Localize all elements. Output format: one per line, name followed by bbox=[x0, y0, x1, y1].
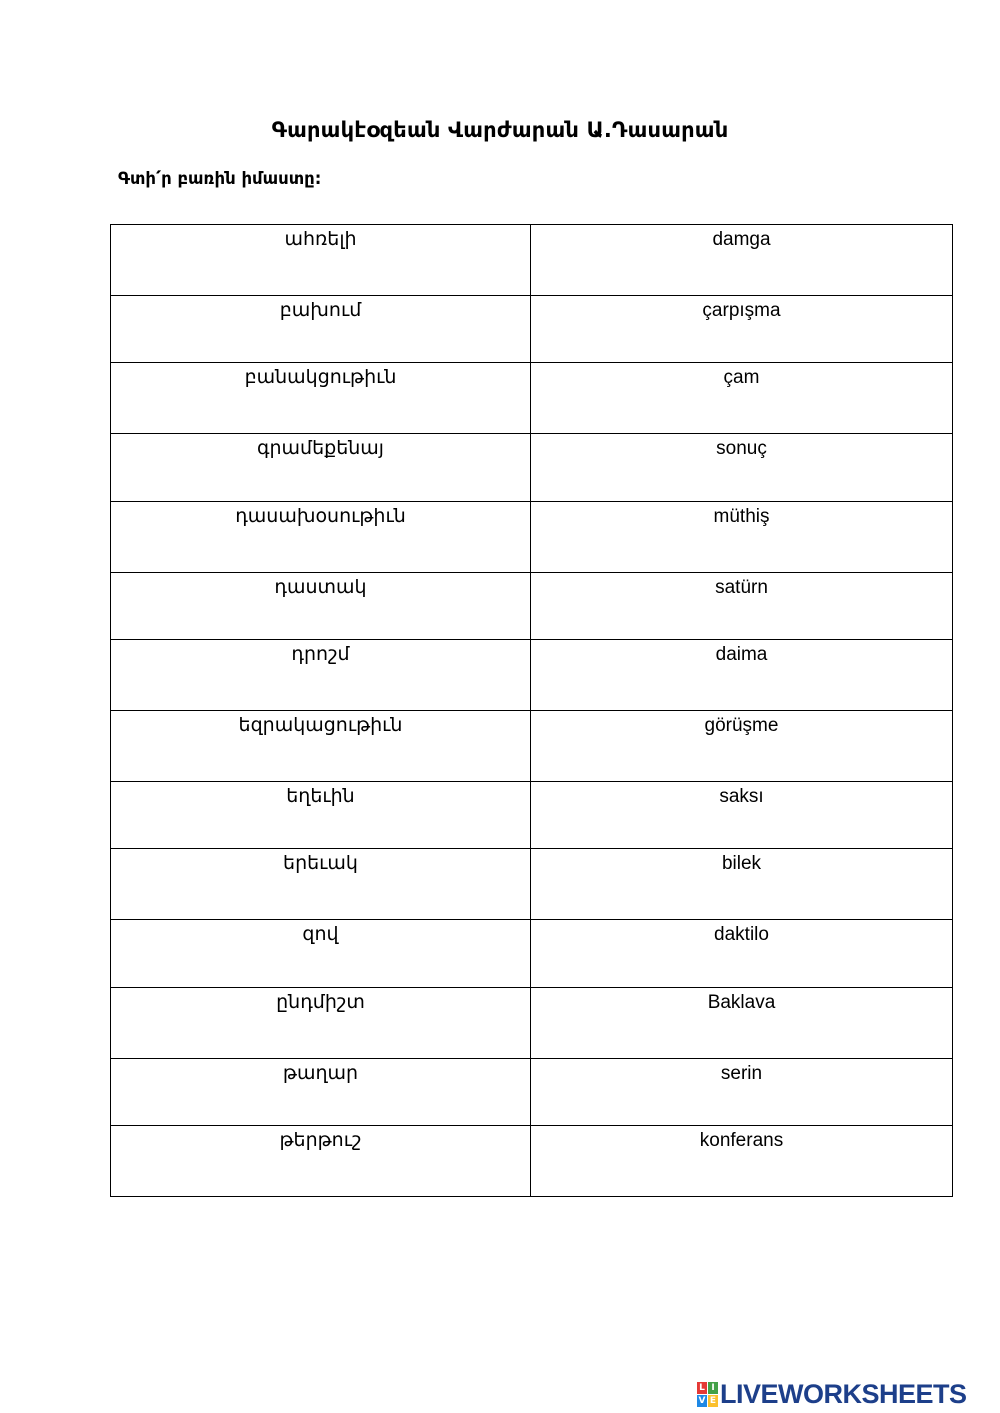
table-row bbox=[111, 782, 953, 849]
table-row bbox=[111, 920, 953, 988]
table-row bbox=[111, 640, 953, 711]
table-row bbox=[111, 1059, 953, 1126]
armenian-word-cell: ընդմիշտ bbox=[111, 988, 531, 1059]
instruction-text: Գտի՛ր բառին իմաստը: bbox=[118, 169, 322, 188]
logo-mark-letter: I bbox=[708, 1382, 718, 1394]
armenian-word-cell: բանակցութիւն bbox=[111, 363, 531, 434]
armenian-word-cell: երեւակ bbox=[111, 849, 531, 920]
armenian-word-cell: դաստակ bbox=[111, 573, 531, 640]
armenian-word-cell: թերթուշ bbox=[111, 1126, 531, 1197]
table-row bbox=[111, 225, 953, 296]
armenian-word-cell: եզրակացութիւն bbox=[111, 711, 531, 782]
logo-mark-icon bbox=[697, 1382, 718, 1407]
table-row bbox=[111, 573, 953, 640]
liveworksheets-logo bbox=[697, 1379, 967, 1409]
turkish-word-cell: daima bbox=[531, 640, 953, 711]
armenian-word-cell: եղեւին bbox=[111, 782, 531, 849]
table-row bbox=[111, 988, 953, 1059]
vocabulary-table-body bbox=[111, 225, 953, 1197]
turkish-word-cell: bilek bbox=[531, 849, 953, 920]
turkish-word-cell: saksı bbox=[531, 782, 953, 849]
table-row bbox=[111, 502, 953, 573]
turkish-word-cell: Baklava bbox=[531, 988, 953, 1059]
table-row bbox=[111, 434, 953, 502]
armenian-word-cell: դասախօսութիւն bbox=[111, 502, 531, 573]
table-row bbox=[111, 711, 953, 782]
turkish-word-cell: damga bbox=[531, 225, 953, 296]
logo-text: LIVEWORKSHEETS bbox=[720, 1378, 967, 1409]
turkish-word-cell: daktilo bbox=[531, 920, 953, 988]
armenian-word-cell: գրամեքենայ bbox=[111, 434, 531, 502]
logo-mark-letter: E bbox=[709, 1395, 717, 1406]
table-row bbox=[111, 363, 953, 434]
armenian-word-cell: թաղար bbox=[111, 1059, 531, 1126]
turkish-word-cell: konferans bbox=[531, 1126, 953, 1197]
armenian-word-cell: դրոշմ bbox=[111, 640, 531, 711]
turkish-word-cell: çam bbox=[531, 363, 953, 434]
armenian-word-cell: ահռելի bbox=[111, 225, 531, 296]
turkish-word-cell: satürn bbox=[531, 573, 953, 640]
logo-mark-letter: V bbox=[698, 1395, 706, 1406]
turkish-word-cell: çarpışma bbox=[531, 296, 953, 363]
document-title: Գարակէօզեան Վարժարան Ա.Դասարան bbox=[271, 118, 729, 142]
table-row bbox=[111, 1126, 953, 1197]
vocabulary-table bbox=[110, 224, 953, 1197]
turkish-word-cell: görüşme bbox=[531, 711, 953, 782]
armenian-word-cell: զով bbox=[111, 920, 531, 988]
turkish-word-cell: müthiş bbox=[531, 502, 953, 573]
table-row bbox=[111, 296, 953, 363]
armenian-word-cell: բախում bbox=[111, 296, 531, 363]
turkish-word-cell: sonuç bbox=[531, 434, 953, 502]
table-row bbox=[111, 849, 953, 920]
logo-mark-letter: L bbox=[697, 1382, 707, 1394]
turkish-word-cell: serin bbox=[531, 1059, 953, 1126]
